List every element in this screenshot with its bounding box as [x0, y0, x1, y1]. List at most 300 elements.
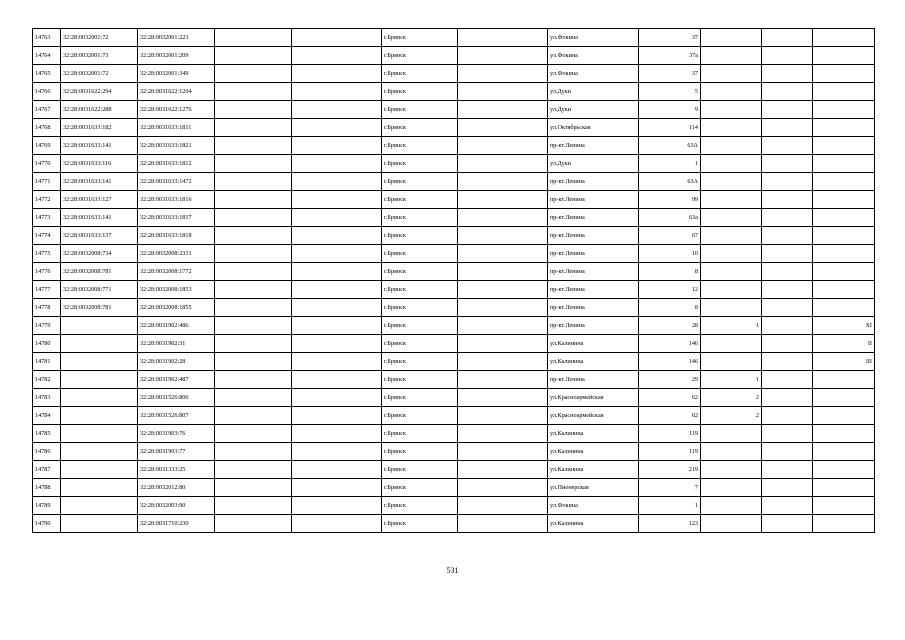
cell-empty — [215, 137, 292, 155]
street-cell: ул.Фокина — [548, 47, 639, 65]
cell-empty — [458, 155, 548, 173]
cell-value — [762, 227, 813, 245]
cell-value — [762, 209, 813, 227]
cell-value — [762, 119, 813, 137]
cell-empty — [215, 263, 292, 281]
row-number: 14786 — [33, 443, 61, 461]
cell-empty — [458, 371, 548, 389]
cadastral-new: 32:28:0031633:1817 — [138, 209, 215, 227]
cell-empty — [215, 317, 292, 335]
cell-empty — [458, 515, 548, 533]
cell-value: 2 — [701, 407, 762, 425]
cell-value — [701, 425, 762, 443]
house-number: 29 — [639, 371, 701, 389]
table-row — [33, 137, 875, 155]
cell-empty — [292, 353, 382, 371]
cell-value — [762, 137, 813, 155]
cell-empty — [215, 353, 292, 371]
cell-value — [813, 425, 875, 443]
cell-empty — [458, 173, 548, 191]
cell-empty — [458, 335, 548, 353]
cell-empty — [458, 479, 548, 497]
table-row — [33, 173, 875, 191]
table-row — [33, 515, 875, 533]
city-cell: г.Брянск — [382, 407, 458, 425]
cell-empty — [458, 407, 548, 425]
cadastral-new: 32:28:0032001:223 — [138, 29, 215, 47]
cell-value — [701, 155, 762, 173]
house-number: 62 — [639, 389, 701, 407]
cadastral-new: 32:28:0031333:25 — [138, 461, 215, 479]
cell-empty — [215, 173, 292, 191]
table-row — [33, 101, 875, 119]
cell-value — [701, 173, 762, 191]
cell-value — [701, 515, 762, 533]
cell-empty — [215, 515, 292, 533]
cadastral-old: 32:28:0032001:73 — [61, 47, 138, 65]
row-number: 14778 — [33, 299, 61, 317]
house-number: 146 — [639, 353, 701, 371]
cadastral-new: 32:28:0031526:806 — [138, 389, 215, 407]
house-number: 28 — [639, 317, 701, 335]
house-number: 119 — [639, 443, 701, 461]
table-row — [33, 65, 875, 83]
cell-value — [762, 335, 813, 353]
cell-empty — [215, 29, 292, 47]
cell-empty — [292, 299, 382, 317]
street-cell: ул.Фокина — [548, 65, 639, 83]
cadastral-new: 32:28:0031622:1204 — [138, 83, 215, 101]
table-row — [33, 371, 875, 389]
cell-empty — [215, 479, 292, 497]
cell-value: II — [813, 335, 875, 353]
house-number: 62 — [639, 407, 701, 425]
cell-value — [813, 29, 875, 47]
row-number: 14767 — [33, 101, 61, 119]
row-number: 14785 — [33, 425, 61, 443]
cell-value — [701, 353, 762, 371]
cell-value: XI — [813, 317, 875, 335]
cell-empty — [215, 191, 292, 209]
cell-value — [762, 299, 813, 317]
table-row — [33, 263, 875, 281]
cell-value — [813, 281, 875, 299]
cell-value — [762, 29, 813, 47]
city-cell: г.Брянск — [382, 353, 458, 371]
cadastral-new: 32:28:0031633:1472 — [138, 173, 215, 191]
street-cell: пр-кт.Ленина — [548, 299, 639, 317]
city-cell: г.Брянск — [382, 191, 458, 209]
cell-value — [813, 299, 875, 317]
cell-value: 1 — [701, 317, 762, 335]
row-number: 14777 — [33, 281, 61, 299]
cadastral-old — [61, 497, 138, 515]
cell-empty — [292, 227, 382, 245]
cell-value — [701, 335, 762, 353]
cell-empty — [458, 461, 548, 479]
cadastral-new: 32:28:0031633:1811 — [138, 119, 215, 137]
table-row — [33, 281, 875, 299]
cell-value — [762, 353, 813, 371]
cadastral-old — [61, 479, 138, 497]
row-number: 14768 — [33, 119, 61, 137]
house-number: 1 — [639, 497, 701, 515]
cadastral-old: 32:28:0031633:182 — [61, 119, 138, 137]
house-number: 123 — [639, 515, 701, 533]
city-cell: г.Брянск — [382, 173, 458, 191]
cell-empty — [292, 443, 382, 461]
row-number: 14774 — [33, 227, 61, 245]
cell-value — [813, 389, 875, 407]
table-row — [33, 317, 875, 335]
house-number: 1 — [639, 155, 701, 173]
cell-empty — [292, 245, 382, 263]
cadastral-old: 32:28:0031633:127 — [61, 191, 138, 209]
city-cell: г.Брянск — [382, 119, 458, 137]
city-cell: г.Брянск — [382, 299, 458, 317]
table-row — [33, 425, 875, 443]
cadastral-old: 32:28:0031622:288 — [61, 101, 138, 119]
cell-value — [813, 245, 875, 263]
street-cell: ул.Калинина — [548, 353, 639, 371]
cell-value — [813, 83, 875, 101]
cell-value — [762, 173, 813, 191]
cell-empty — [215, 101, 292, 119]
street-cell: ул.Октябрьская — [548, 119, 639, 137]
street-cell: пр-кт.Ленина — [548, 227, 639, 245]
house-number: 9 — [639, 101, 701, 119]
city-cell: г.Брянск — [382, 209, 458, 227]
house-number: 63А — [639, 173, 701, 191]
row-number: 14783 — [33, 389, 61, 407]
cell-value — [762, 461, 813, 479]
cadastral-old: 32:28:0031633:137 — [61, 227, 138, 245]
city-cell: г.Брянск — [382, 389, 458, 407]
cell-empty — [458, 209, 548, 227]
cell-value — [813, 101, 875, 119]
cell-empty — [292, 65, 382, 83]
street-cell: ул.Пионерская — [548, 479, 639, 497]
cell-value — [762, 515, 813, 533]
city-cell: г.Брянск — [382, 281, 458, 299]
cadastral-old: 32:28:0032008:781 — [61, 263, 138, 281]
house-number: 63а — [639, 209, 701, 227]
street-cell: ул.Калинина — [548, 335, 639, 353]
table-row — [33, 389, 875, 407]
cell-empty — [458, 137, 548, 155]
cell-value — [762, 83, 813, 101]
cell-value — [813, 443, 875, 461]
cadastral-old: 32:28:0031633:141 — [61, 173, 138, 191]
house-number: 114 — [639, 119, 701, 137]
street-cell: ул.Красноармейская — [548, 407, 639, 425]
city-cell: г.Брянск — [382, 497, 458, 515]
cadastral-old: 32:28:0031633:141 — [61, 209, 138, 227]
cell-value — [813, 209, 875, 227]
registry-table — [32, 28, 875, 533]
row-number: 14787 — [33, 461, 61, 479]
cell-value — [701, 227, 762, 245]
cell-value — [813, 173, 875, 191]
house-number: 10 — [639, 245, 701, 263]
cadastral-old: 32:28:0032008:781 — [61, 299, 138, 317]
cadastral-old: 32:28:0032008:771 — [61, 281, 138, 299]
street-cell: ул.Калинина — [548, 515, 639, 533]
cadastral-old — [61, 443, 138, 461]
cadastral-old: 32:28:0032001:72 — [61, 29, 138, 47]
row-number: 14784 — [33, 407, 61, 425]
house-number: 37 — [639, 65, 701, 83]
house-number: 119 — [639, 425, 701, 443]
cell-value — [701, 497, 762, 515]
cell-empty — [215, 83, 292, 101]
registry-sheet — [32, 28, 875, 533]
cell-value — [762, 263, 813, 281]
cell-empty — [458, 65, 548, 83]
cell-value — [701, 191, 762, 209]
cadastral-new: 32:28:0032001:349 — [138, 65, 215, 83]
table-row — [33, 83, 875, 101]
house-number: 37 — [639, 29, 701, 47]
cell-empty — [215, 245, 292, 263]
cadastral-new: 32:28:0031903:77 — [138, 443, 215, 461]
cadastral-old: 32:28:0031622:294 — [61, 83, 138, 101]
cell-value — [813, 515, 875, 533]
cadastral-old: 32:28:0032001:72 — [61, 65, 138, 83]
cell-value — [813, 227, 875, 245]
row-number: 14773 — [33, 209, 61, 227]
city-cell: г.Брянск — [382, 461, 458, 479]
city-cell: г.Брянск — [382, 479, 458, 497]
city-cell: г.Брянск — [382, 227, 458, 245]
cadastral-new: 32:28:0032001:209 — [138, 47, 215, 65]
cell-value — [701, 461, 762, 479]
row-number: 14776 — [33, 263, 61, 281]
city-cell: г.Брянск — [382, 317, 458, 335]
cell-value: 2 — [701, 389, 762, 407]
street-cell: ул.Калинина — [548, 461, 639, 479]
cadastral-new: 32:28:0032008:1855 — [138, 299, 215, 317]
cell-value — [813, 65, 875, 83]
cell-value — [762, 443, 813, 461]
cadastral-new: 32:28:0031622:1276 — [138, 101, 215, 119]
cell-empty — [292, 425, 382, 443]
cell-empty — [215, 209, 292, 227]
cadastral-new: 32:28:0031902:486 — [138, 317, 215, 335]
table-row — [33, 29, 875, 47]
city-cell: г.Брянск — [382, 29, 458, 47]
street-cell: ул.Фокина — [548, 29, 639, 47]
table-row — [33, 479, 875, 497]
street-cell: ул.Калинина — [548, 443, 639, 461]
cell-value — [762, 371, 813, 389]
cell-value — [701, 281, 762, 299]
cell-value — [762, 245, 813, 263]
cell-value — [701, 263, 762, 281]
street-cell: ул.Красноармейская — [548, 389, 639, 407]
table-row — [33, 443, 875, 461]
cell-empty — [215, 227, 292, 245]
cell-value — [701, 137, 762, 155]
cadastral-new: 32:28:0032008:1772 — [138, 263, 215, 281]
row-number: 14788 — [33, 479, 61, 497]
cell-value — [813, 191, 875, 209]
cell-value — [701, 47, 762, 65]
house-number: 7 — [639, 479, 701, 497]
cell-value — [762, 47, 813, 65]
cadastral-new: 32:28:0031633:1818 — [138, 227, 215, 245]
cell-empty — [292, 29, 382, 47]
cadastral-old: 32:28:0031633:141 — [61, 137, 138, 155]
city-cell: г.Брянск — [382, 137, 458, 155]
cadastral-new: 32:28:0031710:230 — [138, 515, 215, 533]
row-number: 14779 — [33, 317, 61, 335]
cell-empty — [215, 461, 292, 479]
cadastral-old — [61, 407, 138, 425]
table-row — [33, 47, 875, 65]
cell-empty — [215, 425, 292, 443]
table-row — [33, 209, 875, 227]
cell-empty — [215, 371, 292, 389]
city-cell: г.Брянск — [382, 371, 458, 389]
house-number: 5 — [639, 83, 701, 101]
row-number: 14772 — [33, 191, 61, 209]
cell-empty — [458, 119, 548, 137]
cell-value — [813, 119, 875, 137]
cell-value — [701, 119, 762, 137]
table-row — [33, 407, 875, 425]
cell-empty — [458, 101, 548, 119]
row-number: 14789 — [33, 497, 61, 515]
cadastral-old — [61, 515, 138, 533]
cell-empty — [215, 65, 292, 83]
cell-empty — [458, 227, 548, 245]
cadastral-new: 32:28:0032003:90 — [138, 497, 215, 515]
cadastral-new: 32:28:0032008:2331 — [138, 245, 215, 263]
cell-empty — [292, 101, 382, 119]
cell-value — [762, 479, 813, 497]
cell-empty — [458, 353, 548, 371]
street-cell: пр-кт.Ленина — [548, 371, 639, 389]
cell-value — [762, 317, 813, 335]
cell-value — [762, 65, 813, 83]
street-cell: пр-кт.Ленина — [548, 317, 639, 335]
cadastral-old — [61, 425, 138, 443]
street-cell: пр-кт.Ленина — [548, 173, 639, 191]
cell-value — [813, 263, 875, 281]
cell-value — [813, 137, 875, 155]
cell-empty — [458, 191, 548, 209]
house-number: 12 — [639, 281, 701, 299]
cell-value — [762, 101, 813, 119]
house-number: 67 — [639, 227, 701, 245]
cadastral-new: 32:28:0031902:31 — [138, 335, 215, 353]
street-cell: ул.Дуки — [548, 101, 639, 119]
cell-value — [813, 479, 875, 497]
city-cell: г.Брянск — [382, 515, 458, 533]
house-number: 37а — [639, 47, 701, 65]
street-cell: пр-кт.Ленина — [548, 281, 639, 299]
house-number: 8 — [639, 299, 701, 317]
cell-empty — [215, 335, 292, 353]
city-cell: г.Брянск — [382, 83, 458, 101]
cell-value — [813, 461, 875, 479]
row-number: 14766 — [33, 83, 61, 101]
row-number: 14763 — [33, 29, 61, 47]
cadastral-new: 32:28:0032012:80 — [138, 479, 215, 497]
cadastral-new: 32:28:0031902:28 — [138, 353, 215, 371]
street-cell: пр-кт.Ленина — [548, 137, 639, 155]
street-cell: пр-кт.Ленина — [548, 263, 639, 281]
cell-value — [813, 497, 875, 515]
table-row — [33, 227, 875, 245]
cell-empty — [458, 263, 548, 281]
table-row — [33, 335, 875, 353]
city-cell: г.Брянск — [382, 443, 458, 461]
street-cell: пр-кт.Ленина — [548, 191, 639, 209]
cell-empty — [458, 443, 548, 461]
cell-value — [762, 425, 813, 443]
row-number: 14780 — [33, 335, 61, 353]
cell-empty — [292, 515, 382, 533]
cell-empty — [292, 497, 382, 515]
cell-value: 1 — [701, 371, 762, 389]
city-cell: г.Брянск — [382, 425, 458, 443]
cell-empty — [458, 245, 548, 263]
cell-empty — [292, 461, 382, 479]
cell-empty — [215, 119, 292, 137]
cell-empty — [458, 29, 548, 47]
cell-empty — [458, 83, 548, 101]
cell-value — [762, 497, 813, 515]
cadastral-old — [61, 317, 138, 335]
cell-value — [701, 29, 762, 47]
cadastral-new: 32:28:0032008:1853 — [138, 281, 215, 299]
cell-value — [701, 65, 762, 83]
cell-empty — [458, 47, 548, 65]
row-number: 14775 — [33, 245, 61, 263]
cadastral-old — [61, 389, 138, 407]
street-cell: пр-кт.Ленина — [548, 245, 639, 263]
row-number: 14790 — [33, 515, 61, 533]
page-number: 531 — [446, 566, 459, 575]
city-cell: г.Брянск — [382, 263, 458, 281]
cell-empty — [215, 497, 292, 515]
street-cell: ул.Дуки — [548, 155, 639, 173]
cell-empty — [292, 479, 382, 497]
cell-empty — [215, 407, 292, 425]
cadastral-new: 32:28:0031633:1816 — [138, 191, 215, 209]
cadastral-old: 32:28:0032008:734 — [61, 245, 138, 263]
row-number: 14770 — [33, 155, 61, 173]
cell-value — [762, 155, 813, 173]
row-number: 14782 — [33, 371, 61, 389]
cell-empty — [458, 497, 548, 515]
cell-empty — [292, 173, 382, 191]
cell-empty — [292, 137, 382, 155]
cell-value — [762, 191, 813, 209]
city-cell: г.Брянск — [382, 47, 458, 65]
cell-value — [813, 407, 875, 425]
cell-value — [701, 245, 762, 263]
cell-empty — [292, 389, 382, 407]
street-cell: ул.Фокина — [548, 497, 639, 515]
cadastral-old: 32:28:0031633:116 — [61, 155, 138, 173]
cadastral-old — [61, 335, 138, 353]
cell-value — [762, 281, 813, 299]
cell-empty — [215, 47, 292, 65]
street-cell: пр-кт.Ленина — [548, 209, 639, 227]
